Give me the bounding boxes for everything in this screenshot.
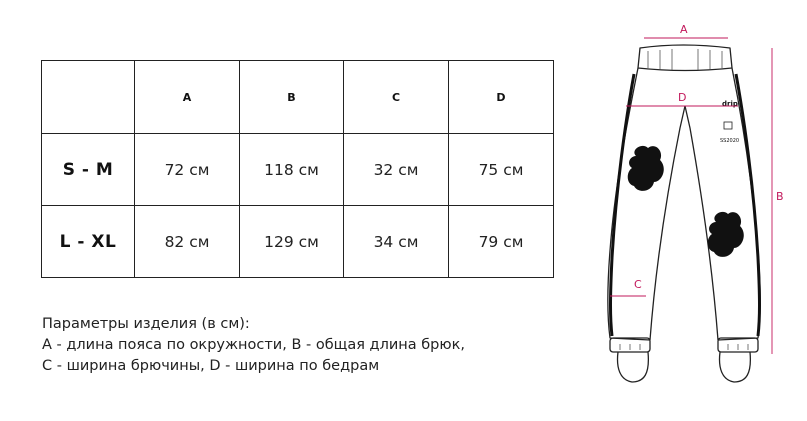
column-header-b: B (240, 61, 344, 134)
table-header-row (42, 61, 554, 134)
brand-text: drip (722, 100, 738, 108)
column-header-d: D (449, 61, 554, 134)
table-corner-cell (42, 61, 135, 134)
right-knee-patch (708, 212, 744, 257)
tag-text: SS2020 (720, 138, 740, 144)
legend-line-c-d: C - ширина брючины, D - ширина по бедрам (42, 358, 380, 374)
table-cell: 72 см (135, 134, 240, 206)
side-stripes (611, 74, 760, 336)
left-leg (608, 68, 685, 340)
table-cell: 118 см (240, 134, 344, 206)
dimension-b-label: B (776, 190, 784, 203)
table-cell: 82 см (135, 206, 240, 278)
row-header-s-m: S - M (42, 134, 135, 206)
table-cell: 79 см (449, 206, 554, 278)
table-cell: 129 см (240, 206, 344, 278)
dimension-d-label: D (678, 91, 687, 104)
dimension-a-label: A (680, 23, 688, 36)
left-shoe (618, 352, 649, 382)
table-cell: 75 см (449, 134, 554, 206)
legend-title: Параметры изделия (в см): (42, 316, 250, 332)
dimension-c-label: C (634, 278, 642, 291)
right-shoe (720, 352, 751, 382)
legend-line-a-b: A - длина пояса по окружности, B - общая длина брюк, (42, 337, 465, 353)
table-cell: 34 см (344, 206, 449, 278)
table-row (42, 134, 554, 206)
column-header-a: A (135, 61, 240, 134)
right-leg (685, 68, 760, 340)
table-row (42, 206, 554, 278)
print-emblem (724, 122, 732, 129)
row-header-l-xl: L - XL (42, 206, 135, 278)
waistband (638, 45, 732, 71)
size-table (41, 60, 554, 278)
pants-diagram (590, 18, 795, 398)
left-knee-patch (628, 146, 664, 191)
table-cell: 32 см (344, 134, 449, 206)
column-header-c: C (344, 61, 449, 134)
measurements-legend (42, 314, 465, 377)
